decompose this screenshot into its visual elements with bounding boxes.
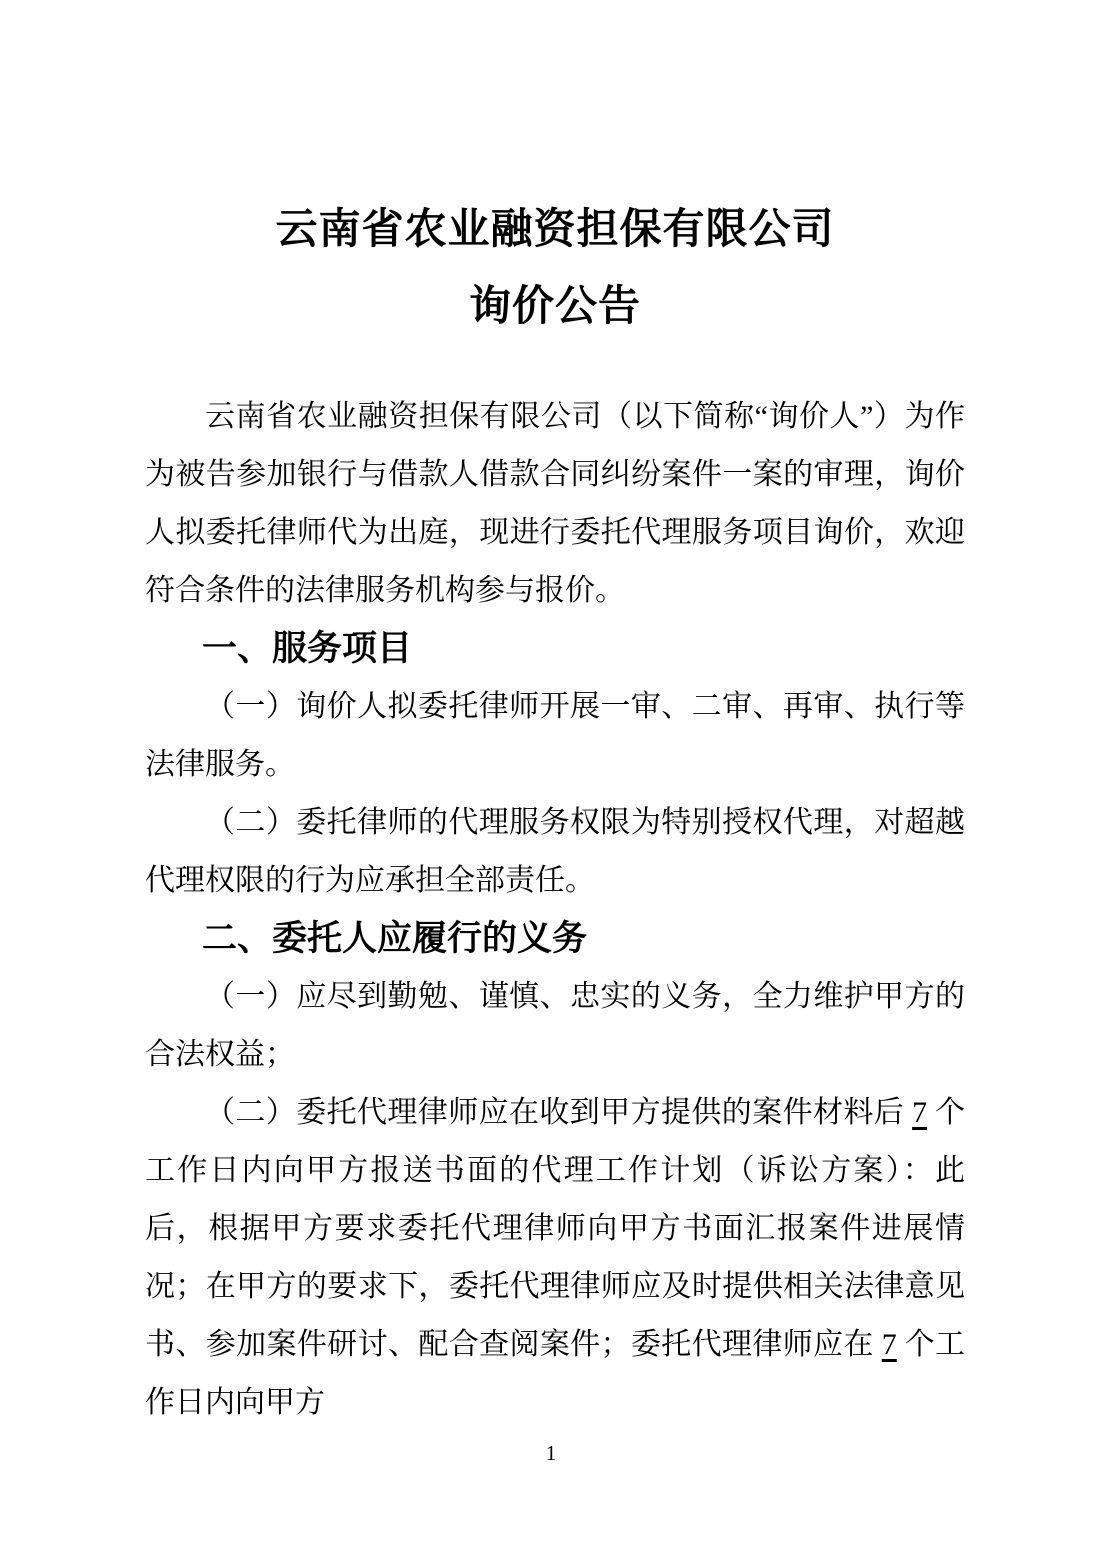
paragraph [145, 388, 965, 620]
document-title-line1: 云南省农业融资担保有限公司 [275, 205, 835, 252]
underlined-number: 7 [912, 1096, 928, 1129]
section-heading [145, 620, 965, 678]
text-run: 个工作日内向甲方 [145, 1328, 966, 1419]
paragraph [145, 968, 965, 1084]
text-run: （一）询价人拟委托律师开展一审、二审、再审、执行等法律服务。 [145, 690, 965, 781]
section-heading [145, 910, 965, 968]
underlined-number: 7 [881, 1328, 897, 1361]
text-run: （二）委托律师的代理服务权限为特别授权代理，对超越代理权限的行为应承担全部责任。 [145, 806, 965, 897]
page-number: 1 [545, 1441, 557, 1465]
document-body [145, 388, 965, 1432]
text-run: 个工作日内向甲方报送书面的代理工作计划（诉讼方案）：此后，根据甲方要求委托代理律师向甲方书面汇报案件进展情况；在甲方的要求下，委托代理律师应及时提供相关法律意见书、参加案件研讨、配合查阅案件；委托代理律师应在 [145, 1096, 966, 1361]
paragraph [145, 1084, 965, 1432]
paragraph [145, 794, 965, 910]
text-run: 一、服务项目 [202, 629, 413, 668]
paragraph [145, 678, 965, 794]
text-run: （一）应尽到勤勉、谨慎、忠实的义务，全力维护甲方的合法权益； [145, 980, 965, 1071]
text-run: （二）委托代理律师应在收到甲方提供的案件材料后 [205, 1096, 913, 1129]
document-title-line2: 询价公告 [468, 282, 641, 329]
text-run: 二、委托人应履行的义务 [202, 919, 588, 958]
text-run: 云南省农业融资担保有限公司（以下简称“询价人”）为作为被告参加银行与借款人借款合同纠纷案件一案的审理，询价人拟委托律师代为出庭，现进行委托代理服务项目询价，欢迎符合条件的法律服务机构参与报价。 [145, 400, 965, 607]
